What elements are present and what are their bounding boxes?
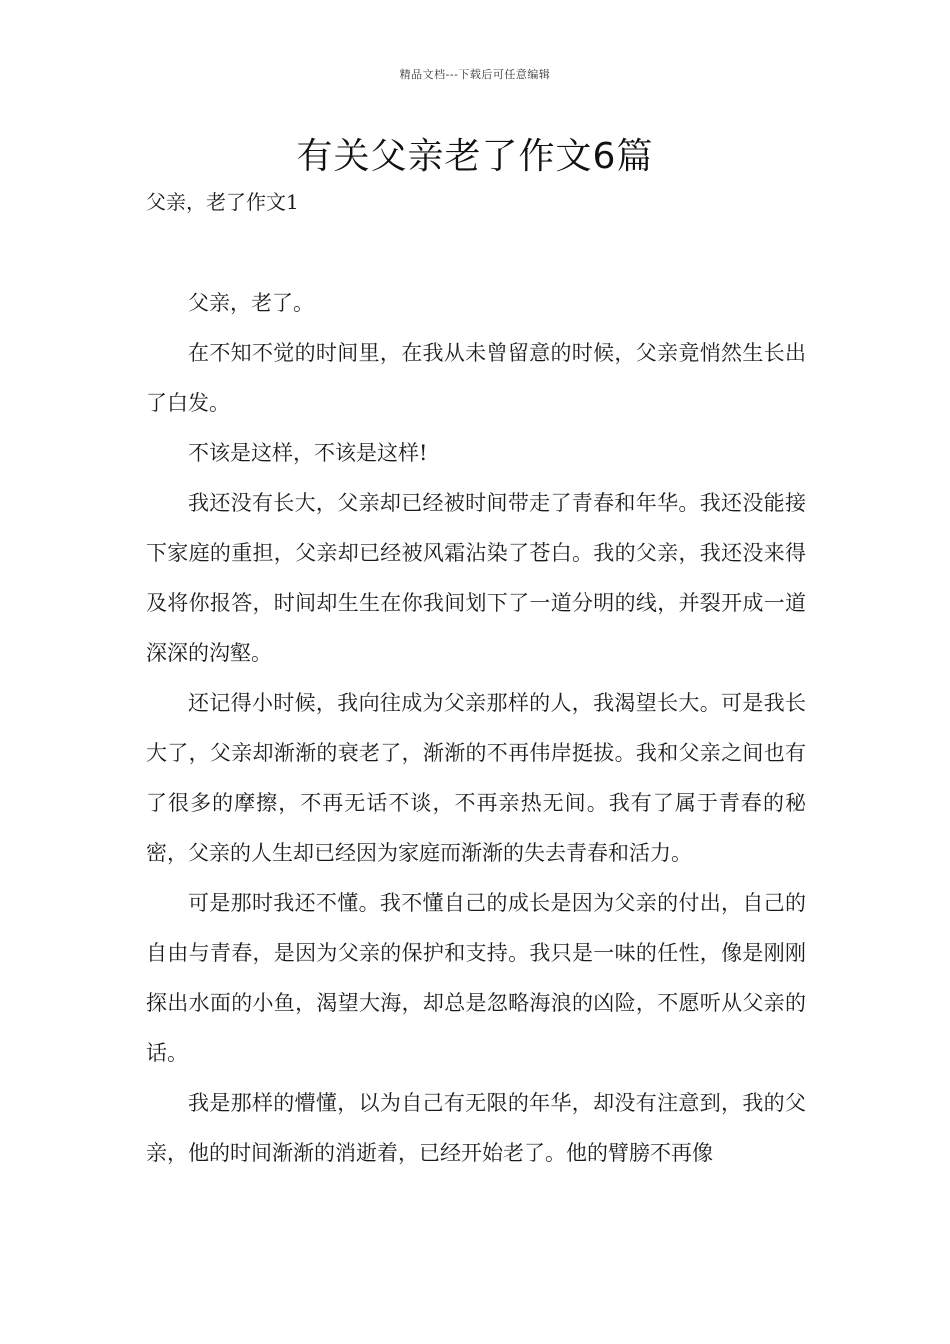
paragraph: 我是那样的懵懂，以为自己有无限的年华，却没有注意到，我的父亲，他的时间渐渐的消逝着，已经开始老了。他的臂膀不再像 <box>146 1091 806 1165</box>
paragraph: 父亲，老了。 <box>188 291 314 315</box>
paragraph: 在不知不觉的时间里，在我从未曾留意的时候，父亲竟悄然生长出了白发。 <box>146 341 806 415</box>
header-note: 精品文档---下载后可任意编辑 <box>399 68 551 81</box>
body-text <box>146 278 806 1178</box>
paragraph: 还记得小时候，我向往成为父亲那样的人，我渴望长大。可是我长大了，父亲却渐渐的衰老了，渐渐的不再伟岸挺拔。我和父亲之间也有了很多的摩擦，不再无话不谈，不再亲热无间。我有了属于青春的秘密，父亲的人生却已经因为家庭而渐渐的失去青春和活力。 <box>146 691 806 865</box>
paragraph: 我还没有长大，父亲却已经被时间带走了青春和年华。我还没能接下家庭的重担，父亲却已经被风霜沾染了苍白。我的父亲，我还没来得及将你报答，时间却生生在你我间划下了一道分明的线，并裂开成一道深深的沟壑。 <box>146 491 806 665</box>
paragraph: 不该是这样，不该是这样! <box>188 441 428 465</box>
paragraph: 可是那时我还不懂。我不懂自己的成长是因为父亲的付出，自己的自由与青春，是因为父亲的保护和支持。我只是一味的任性，像是刚刚探出水面的小鱼，渴望大海，却总是忽略海浪的凶险，不愿听从父亲的话。 <box>146 891 806 1065</box>
section-subtitle: 父亲，老了作文1 <box>146 190 299 214</box>
document-title: 有关父亲老了作文6篇 <box>296 136 654 177</box>
